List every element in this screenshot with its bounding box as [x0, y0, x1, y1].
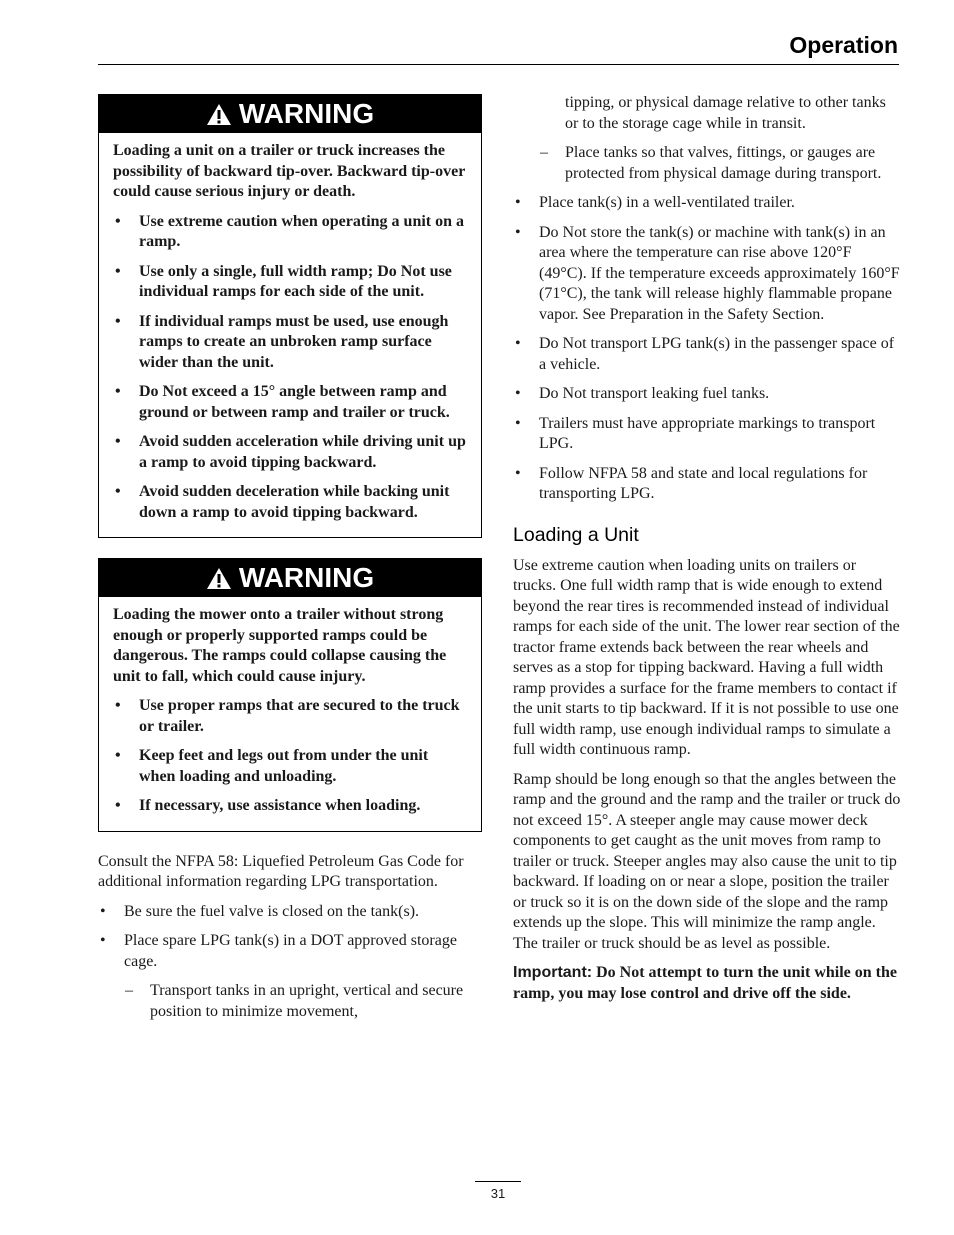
warning-item: • Do Not exceed a 15° angle between ramp and ground or between ramp and trailer or truck. — [113, 382, 467, 423]
section-heading: Loading a Unit — [513, 523, 639, 546]
warning-label: WARNING — [238, 562, 375, 593]
right-column — [513, 93, 903, 1004]
warning-box-ramp-collapse — [98, 558, 482, 832]
warning-intro: Loading the mower onto a trailer without strong enough or properly supported ramps could be dangerous. The ramps could collapse causing the unit to fall, which could cause injury. — [113, 606, 447, 685]
warning-item: • Avoid sudden deceleration while backing unit down a ramp to avoid tipping backward. — [113, 482, 467, 523]
bullet: • — [515, 414, 521, 432]
bullet: • — [515, 194, 521, 211]
warning-triangle-icon — [206, 567, 232, 590]
bullet: • — [100, 902, 106, 920]
warning-item: • If necessary, use assistance when loading. — [113, 796, 467, 817]
body-paragraph: Ramp should be long enough so that the angles between the ramp and the ground and the ramp and the trailer or truck do not exceed 15°. A steeper angle may cause mower deck components to get caught as the unit moves from ramp to trailer or truck. Steeper angles may also cause the unit to tip backward. If loading on or near a slope, position the trailer or truck so it is on the down side of the slope and the ramp extends up the slope. This will minimize the ramp angle. The trailer or truck should be as level as possible. — [513, 770, 901, 952]
bullet: • — [100, 932, 106, 949]
page-section-title: Operation — [789, 32, 898, 58]
list-item — [513, 464, 903, 505]
bullet: • — [515, 223, 521, 241]
body-paragraph: Use extreme caution when loading units on trailers or trucks. One full width ramp that is wide enough to extend beyond the rear tires is recommended instead of individual ramps for each side of the unit. The lower rear section of the tractor frame extends back between the rear wheels and serves as a stop for tipping backward. Having a full width ramp provides a surface for the frame members to contact if the unit starts to tip backward. If it is not possible to use one full width ramp, use enough individual ramps to simulate a full width continuous ramp. — [513, 556, 900, 758]
list-item — [513, 193, 903, 214]
list-item-text: Trailers must have appropriate markings to transport LPG. — [539, 414, 876, 452]
sub-list-item-text: Transport tanks in an upright, vertical and secure position to minimize movement, — [150, 982, 464, 1020]
warning-item: • Avoid sudden acceleration while driving unit up a ramp to avoid tipping backward. — [113, 432, 467, 473]
list-item — [98, 902, 482, 923]
sub-list-item — [513, 143, 903, 184]
important-note — [513, 963, 903, 1004]
dash: – — [540, 144, 548, 161]
warning-header — [99, 559, 481, 597]
warning-item: • Use proper ramps that are secured to the truck or trailer. — [113, 696, 467, 737]
left-column — [98, 94, 482, 1031]
warning-header — [99, 95, 481, 133]
bullet: • — [515, 464, 521, 482]
warning-triangle-icon — [206, 103, 232, 126]
bullet: • — [515, 385, 521, 402]
list-item-text: Do Not transport leaking fuel tanks. — [539, 385, 770, 402]
list-item-text: Place tank(s) in a well-ventilated trailer. — [539, 194, 795, 211]
important-text: Do Not attempt to turn the unit while on the ramp, you may lose control and drive off the side. — [513, 964, 897, 1002]
nfpa-paragraph: Consult the NFPA 58: Liquefied Petroleum Gas Code for additional information regarding LPG transportation. — [98, 852, 464, 890]
warning-box-backward-tipover — [98, 94, 482, 538]
list-item — [98, 931, 482, 972]
list-item-text: Follow NFPA 58 and state and local regulations for transporting LPG. — [539, 464, 868, 502]
list-item — [513, 384, 903, 405]
list-item — [513, 414, 903, 455]
sub-list-item-text: Place tanks so that valves, fittings, or gauges are protected from physical damage during transport. — [565, 144, 882, 182]
warning-label: WARNING — [238, 98, 375, 129]
header-divider — [98, 64, 899, 65]
warning-item: • Use only a single, full width ramp; Do Not use individual ramps for each side of the unit. — [113, 262, 467, 303]
list-item — [513, 334, 903, 375]
warning-item: • Keep feet and legs out from under the unit when loading and unloading. — [113, 746, 467, 787]
bullet: • — [515, 335, 521, 352]
footer-rule — [475, 1181, 521, 1182]
page-number: 31 — [490, 1186, 506, 1201]
sub-list-item — [98, 981, 482, 1022]
dash: – — [125, 982, 133, 999]
list-item-text: Be sure the fuel valve is closed on the tank(s). — [124, 902, 420, 920]
list-item — [513, 223, 903, 326]
warning-item: • Use extreme caution when operating a unit on a ramp. — [113, 212, 467, 253]
sub-list-continuation: tipping, or physical damage relative to other tanks or to the storage cage while in transit. — [565, 94, 886, 132]
warning-item: • If individual ramps must be used, use enough ramps to create an unbroken ramp surface wider than the unit. — [113, 312, 467, 374]
list-item-text: Do Not transport LPG tank(s) in the passenger space of a vehicle. — [539, 335, 895, 373]
list-item-text: Place spare LPG tank(s) in a DOT approved storage cage. — [124, 932, 457, 970]
important-label: Important: — [513, 964, 593, 981]
list-item-text: Do Not store the tank(s) or machine with tank(s) in an area where the temperature can rise above 120°F (49°C). If the temperature exceeds approximately 160°F (71°C), the tank will release highly flammable propane vapor. See Preparation in the Safety Section. — [539, 223, 900, 323]
warning-intro: Loading a unit on a trailer or truck increases the possibility of backward tip-over. Backward tip-over could cause serious injury or death. — [113, 142, 466, 200]
